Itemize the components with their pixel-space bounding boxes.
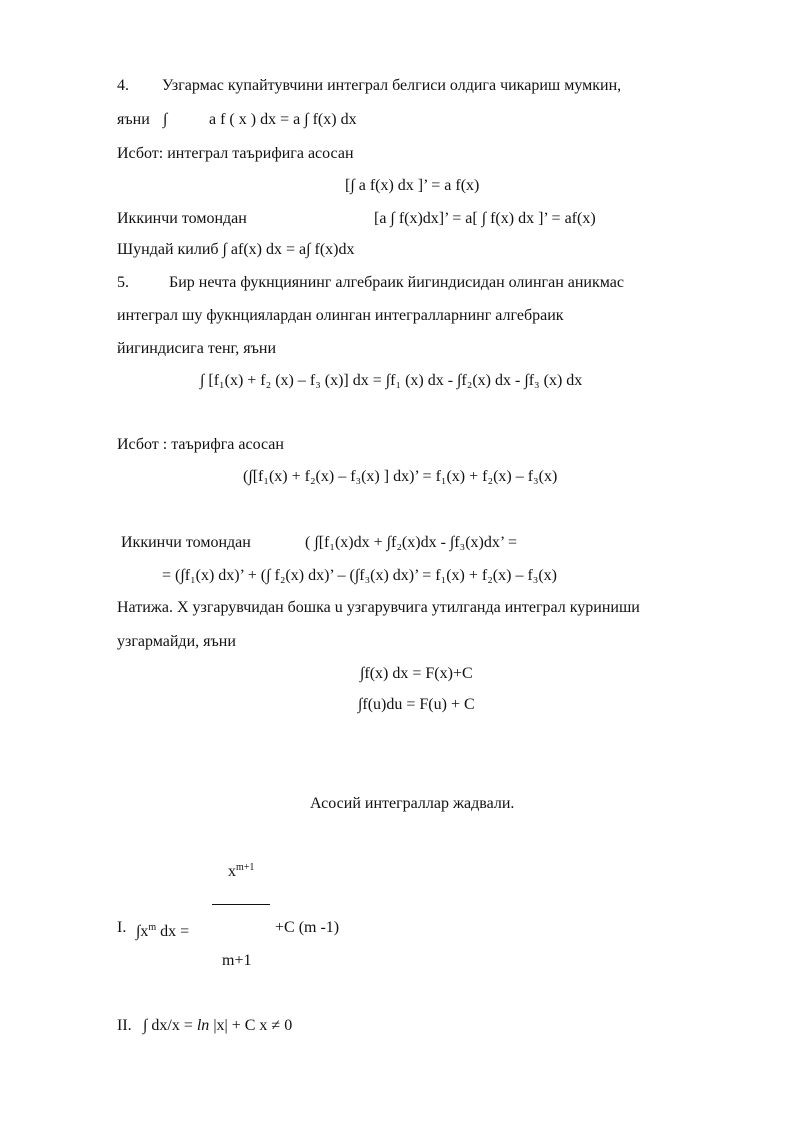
formula1-denominator: m+1 [222,952,252,969]
p4-yani: яъни [117,111,150,128]
p4-formula: a f ( x ) dx = a ∫ f(x) dx [209,111,357,128]
p4-conclusion: Шундай килиб ∫ af(x) dx = a∫ f(x)dx [117,241,355,258]
p4-other-label: Иккинчи томондан [117,210,247,227]
formula1-fraction-bar [212,904,270,905]
p5-formula: ∫ [f₁(x) + f₂ (x) – f₃ (x)] dx = ∫f₁ (x) dx - ∫f₂(x) dx - ∫f₃ (x) dx [200,372,583,389]
formula2: ∫ dx/x = ln |x| + C x ≠ 0 [143,1017,293,1034]
formula2-label: II. [117,1017,132,1034]
p4-proof: Исбот: интеграл таърифига асосан [117,145,354,162]
p4-number: 4. [117,77,129,94]
formula1-rhs: +C (m -1) [275,919,340,936]
p5-proof: Исбот : таърифга асосан [117,436,284,453]
result-line2: узгармайди, яъни [117,633,236,650]
formula1-lhs: $\int x^m$ dx = [136,922,190,940]
p4-integral-sign: ∫ [163,111,168,128]
result-eq2: ∫f(u)du = F(u) + C [358,696,475,713]
p5-line1: Бир нечта фукнциянинг алгебраик йигиндисидан олинган аникмас [169,274,624,291]
p5-other-label: Иккинчи томондан [121,534,251,551]
p4-statement: Узгармас купайтувчини интеграл белгиси олдига чикариш мумкин, [162,77,622,94]
p5-eq2: ( ∫[f₁(x)dx + ∫f₂(x)dx - ∫f₃(x)dx’ = [305,534,518,551]
p5-line2: интеграл шу фукнциялардан олинган интегралларнинг алгебраик [117,307,564,324]
formula1-label: I. [117,919,127,936]
p5-eq1: (∫[f₁(x) + f₂(x) – f₃(x) ] dx)’ = f₁(x) + f₂(x) – f₃(x) [243,468,558,485]
result-line1: Натижа. Х узгарувчидан бошка u узгарувчига утилганда интеграл куриниши [117,599,640,616]
table-title: Асосий интеграллар жадвали. [310,795,515,812]
p5-number: 5. [117,274,129,291]
p4-eq2: [a ∫ f(x)dx]’ = a[ ∫ f(x) dx ]’ = af(x) [374,210,596,227]
result-eq1: ∫f(x) dx = F(x)+C [360,665,473,682]
formula1-numerator: $x^{m+1}$ [228,862,255,880]
p4-eq1: [∫ a f(x) dx ]’ = a f(x) [345,177,480,194]
p5-eq3: = (∫f₁(x) dx)’ + (∫ f₂(x) dx)’ – (∫f₃(x) dx)’ = f₁(x) + f₂(x) – f₃(x) [162,567,558,584]
p5-line3: йигиндисига тенг, яъни [117,340,277,357]
